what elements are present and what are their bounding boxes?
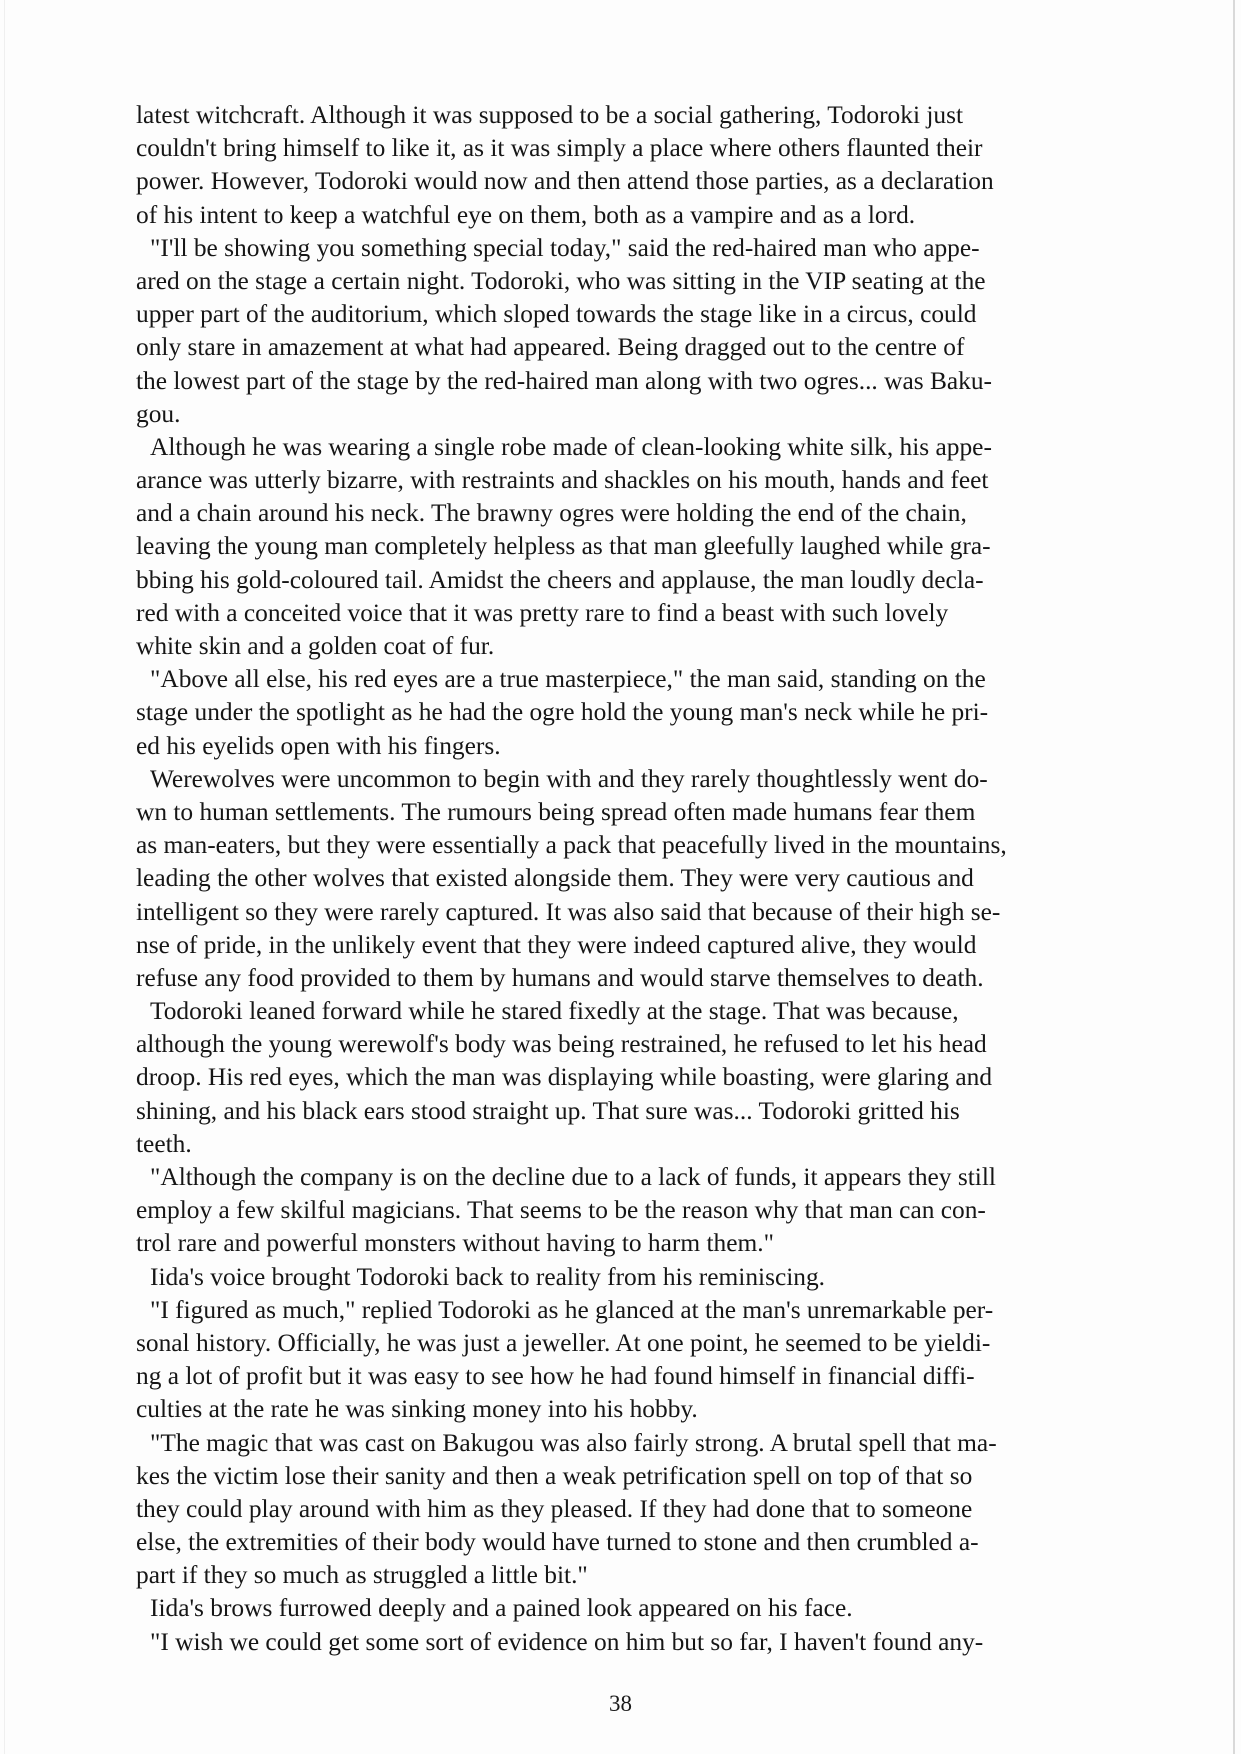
text-line: wn to human settlements. The rumours being spread often made humans fear them xyxy=(136,797,976,826)
text-line: teeth. xyxy=(136,1129,192,1158)
text-line: shining, and his black ears stood straight up. That sure was... Todoroki gritted his xyxy=(136,1096,960,1125)
text-line: arance was utterly bizarre, with restraints and shackles on his mouth, hands and feet xyxy=(136,466,989,495)
text-line: upper part of the auditorium, which sloped towards the stage like in a circus, could xyxy=(136,300,977,329)
text-line: Todoroki leaned forward while he stared fixedly at the stage. That was because, xyxy=(150,997,959,1026)
text-line: intelligent so they were rarely captured. It was also said that because of their high se- xyxy=(136,897,1001,926)
text-line: although the young werewolf's body was being restrained, he refused to let his head xyxy=(136,1030,987,1059)
text-line: ared on the stage a certain night. Todoroki, who was sitting in the VIP seating at the xyxy=(136,266,986,295)
text-line: bbing his gold-coloured tail. Amidst the cheers and applause, the man loudly decla- xyxy=(136,565,984,594)
text-line: "Although the company is on the decline due to a lack of funds, it appears they still xyxy=(150,1163,996,1191)
text-line: latest witchcraft. Although it was supposed to be a social gathering, Todoroki just xyxy=(136,101,964,129)
text-line: of his intent to keep a watchful eye on them, both as a vampire and as a lord. xyxy=(136,200,916,229)
text-line: Iida's voice brought Todoroki back to reality from his reminiscing. xyxy=(150,1262,826,1291)
text-line: stage under the spotlight as he had the ogre hold the young man's neck while he pri- xyxy=(136,698,989,727)
text-line: Iida's brows furrowed deeply and a pained look appeared on his face. xyxy=(150,1594,853,1623)
text-line: power. However, Todoroki would now and then attend those parties, as a declaration xyxy=(136,167,994,196)
text-line: red with a conceited voice that it was pretty rare to find a beast with such lovely xyxy=(136,598,949,627)
text-line: the lowest part of the stage by the red-haired man along with two ogres... was Baku- xyxy=(136,366,992,395)
text-line: ng a lot of profit but it was easy to see how he had found himself in financial diffi- xyxy=(136,1362,975,1391)
text-line: leaving the young man completely helpless as that man gleefully laughed while gra- xyxy=(136,532,991,561)
text-line: Werewolves were uncommon to begin with and they rarely thoughtlessly went do- xyxy=(150,764,988,793)
text-line: nse of pride, in the unlikely event that they were indeed captured alive, they would xyxy=(136,930,977,959)
text-line: "The magic that was cast on Bakugou was also fairly strong. A brutal spell that ma- xyxy=(150,1428,997,1457)
text-line: "I wish we could get some sort of evidence on him but so far, I haven't found any- xyxy=(150,1627,984,1656)
body-text xyxy=(136,99,1136,1659)
text-line: couldn't bring himself to like it, as it was simply a place where others flaunted their xyxy=(136,134,983,163)
text-line: leading the other wolves that existed alongside them. They were very cautious and xyxy=(136,864,974,893)
text-line: Although he was wearing a single robe made of clean-looking white silk, his appe- xyxy=(150,432,992,461)
page-right-edge xyxy=(1233,0,1235,1754)
text-line: "I'll be showing you something special today," said the red-haired man who appe- xyxy=(150,233,980,262)
text-line: as man-eaters, but they were essentially a pack that peacefully lived in the mountains, xyxy=(136,831,1007,860)
text-line: kes the victim lose their sanity and then a weak petrification spell on top of that so xyxy=(136,1461,973,1490)
text-line: they could play around with him as they pleased. If they had done that to someone xyxy=(136,1494,973,1523)
page-left-edge xyxy=(4,0,5,1754)
text-line: only stare in amazement at what had appeared. Being dragged out to the centre of xyxy=(136,333,965,362)
text-line: part if they so much as struggled a little bit." xyxy=(136,1561,588,1590)
text-line: trol rare and powerful monsters without having to harm them." xyxy=(136,1229,774,1258)
text-line: "I figured as much," replied Todoroki as he glanced at the man's unremarkable per- xyxy=(150,1295,994,1324)
text-line: "Above all else, his red eyes are a true masterpiece," the man said, standing on the xyxy=(150,665,986,694)
text-line: else, the extremities of their body would have turned to stone and then crumbled a- xyxy=(136,1528,979,1557)
text-line: ed his eyelids open with his fingers. xyxy=(136,731,501,760)
text-line: employ a few skilful magicians. That seems to be the reason why that man can con- xyxy=(136,1196,986,1225)
text-line: culties at the rate he was sinking money into his hobby. xyxy=(136,1395,698,1424)
text-line: refuse any food provided to them by humans and would starve themselves to death. xyxy=(136,963,984,992)
text-line: gou. xyxy=(136,399,181,428)
text-line: and a chain around his neck. The brawny ogres were holding the end of the chain, xyxy=(136,499,967,528)
text-line: sonal history. Officially, he was just a jeweller. At one point, he seemed to be yieldi- xyxy=(136,1328,991,1357)
page-number: 38 xyxy=(609,1691,632,1716)
text-line: white skin and a golden coat of fur. xyxy=(136,632,495,660)
text-line: droop. His red eyes, which the man was displaying while boasting, were glaring and xyxy=(136,1063,993,1092)
